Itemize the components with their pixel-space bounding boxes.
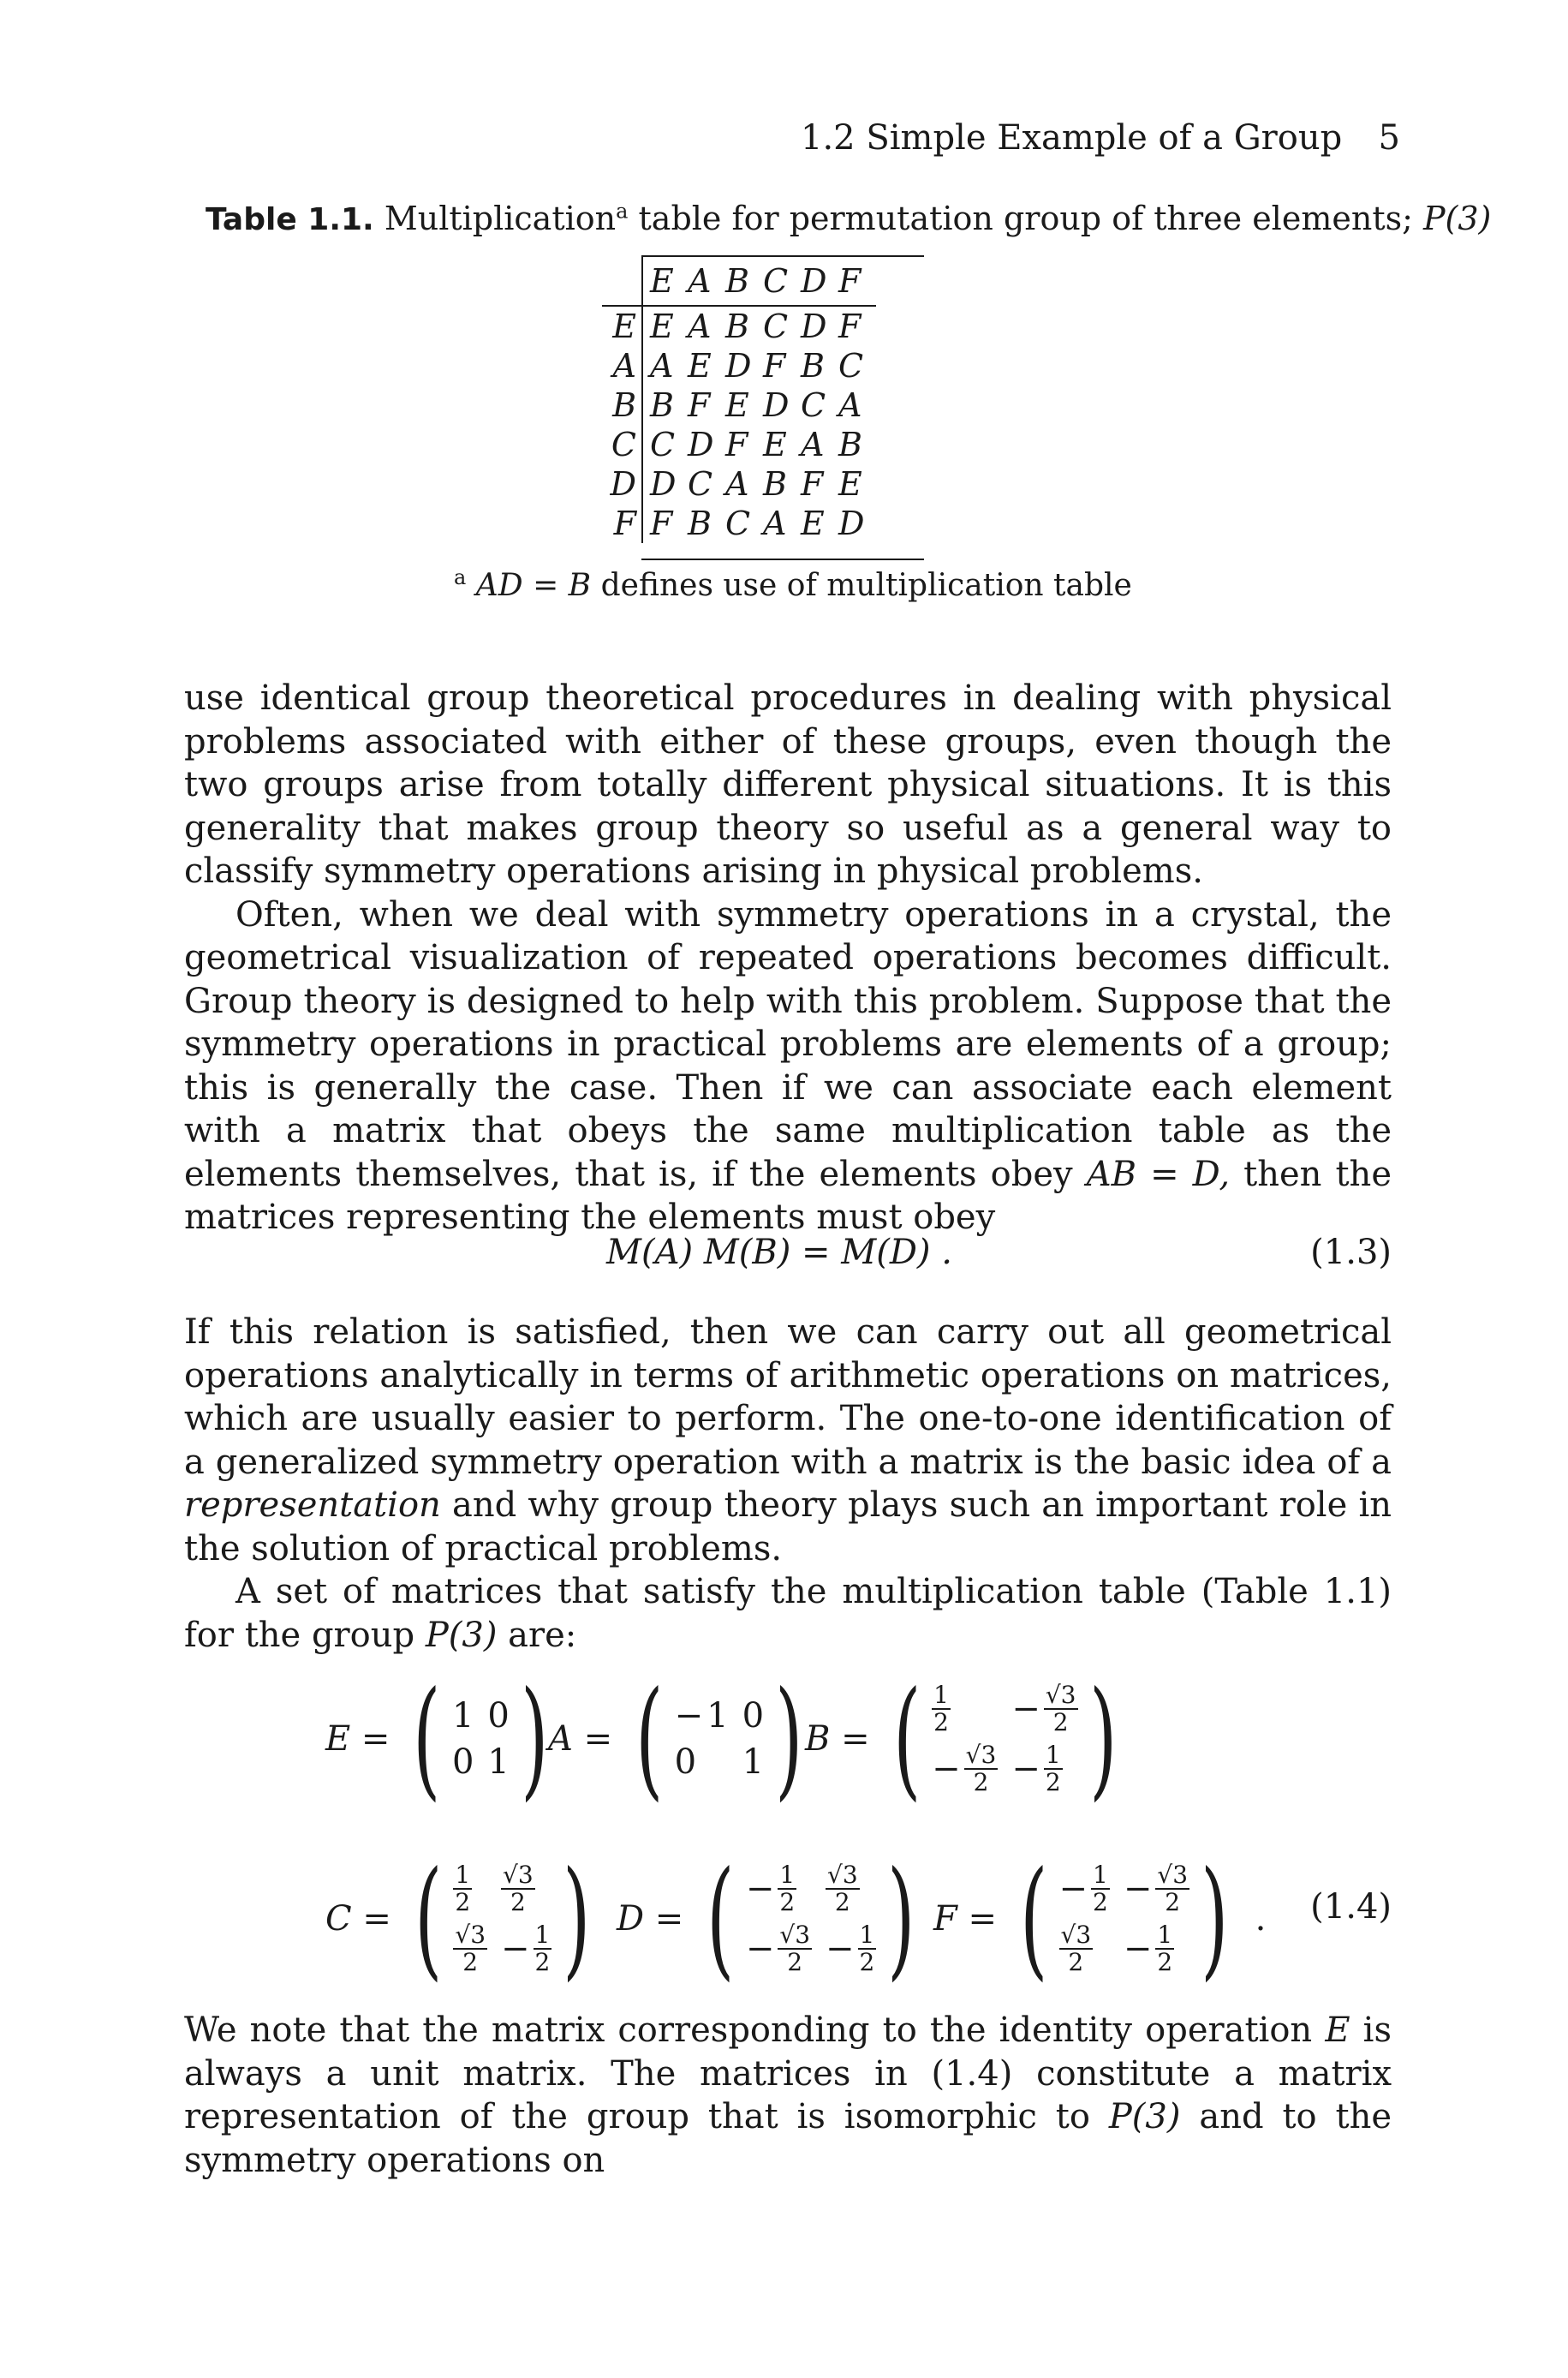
minus-sign: − xyxy=(1011,1689,1040,1729)
table-cell: B xyxy=(801,347,825,385)
table-caption-label: Table 1.1. xyxy=(206,202,374,237)
entry-value: 1 xyxy=(742,1742,765,1782)
fraction-denominator: 2 xyxy=(779,1888,796,1916)
table-footnote xyxy=(454,565,1132,606)
table-header-cell: E xyxy=(642,257,688,306)
fraction xyxy=(826,1862,860,1915)
table-header-cell: D xyxy=(801,257,838,306)
entry-value: 1 xyxy=(451,1696,474,1736)
matrix-f xyxy=(933,1844,1267,1993)
matrix-entry xyxy=(742,1696,764,1736)
table-caption-group: P(3) xyxy=(1422,200,1492,237)
fraction-numerator: 1 xyxy=(455,1861,471,1889)
fraction xyxy=(932,1682,951,1736)
equation-1-3-number: (1.3) xyxy=(1310,1233,1392,1272)
matrix-entry xyxy=(452,1696,474,1736)
fraction xyxy=(1155,1922,1174,1975)
matrix-grid xyxy=(453,1862,551,1975)
table-cell: D xyxy=(838,505,865,542)
matrix-entry xyxy=(452,1742,474,1782)
table-cell: E xyxy=(763,426,787,463)
table-corner-cell xyxy=(602,257,642,306)
table-cell: C xyxy=(725,505,751,542)
fraction-numerator: √3 xyxy=(965,1741,997,1769)
matrix-entry xyxy=(675,1696,729,1736)
table-footnote-mark: a xyxy=(454,565,467,589)
minus-sign: − xyxy=(1011,1749,1040,1789)
table-row-label: D xyxy=(602,464,642,504)
table-row-label: E xyxy=(602,306,642,346)
table-cell: B xyxy=(838,426,862,463)
table-row-label: A xyxy=(602,346,642,385)
table-cell: C xyxy=(688,465,713,503)
fraction xyxy=(1155,1862,1189,1915)
fraction-denominator: 2 xyxy=(455,1888,471,1916)
table-cell: C xyxy=(801,386,826,424)
table-header-cell: A xyxy=(688,257,725,306)
matrix-label: D = xyxy=(617,1899,684,1939)
entry-value: 0 xyxy=(674,1742,697,1782)
minus-sign: − xyxy=(1123,1869,1153,1909)
fraction-numerator: 1 xyxy=(933,1681,949,1709)
paragraph-4 xyxy=(184,1570,1392,1657)
table-footnote-formula: AD = B xyxy=(475,568,592,603)
fraction-denominator: 2 xyxy=(1068,1948,1084,1976)
paragraph-3 xyxy=(184,1311,1392,1570)
table-cell: F xyxy=(838,308,862,345)
fraction-denominator: 2 xyxy=(787,1948,803,1976)
table-header-row xyxy=(602,257,876,306)
equation-1-4-number: (1.4) xyxy=(1310,1887,1392,1927)
fraction-numerator: 1 xyxy=(859,1921,875,1949)
paragraph-4-text-end: are: xyxy=(508,1615,577,1655)
table-footnote-text: defines use of multiplication table xyxy=(600,568,1132,603)
fraction-denominator: 2 xyxy=(973,1768,989,1796)
entry-value: 1 xyxy=(706,1696,729,1736)
table-cell: D xyxy=(725,347,752,385)
fraction-numerator: 1 xyxy=(534,1921,551,1949)
matrix-entry xyxy=(1124,1862,1189,1915)
paragraph-2-formula: AB = D, xyxy=(1086,1154,1231,1194)
minus-sign: − xyxy=(501,1929,530,1969)
body-text-upper xyxy=(184,677,1392,1240)
left-paren: ( xyxy=(635,1664,664,1813)
fraction-denominator: 2 xyxy=(1052,1708,1069,1736)
matrix-entry xyxy=(1059,1922,1110,1975)
fraction xyxy=(534,1922,552,1975)
paragraph-4-group: P(3) xyxy=(425,1615,498,1655)
fraction xyxy=(453,1922,487,1975)
paragraph-3-emph: representation xyxy=(184,1485,441,1525)
table-row-label: F xyxy=(602,504,642,543)
paragraph-5-text: We note that the matrix corresponding to the identity operation xyxy=(184,2011,1313,2050)
fraction xyxy=(453,1862,472,1915)
fraction-denominator: 2 xyxy=(1157,1948,1173,1976)
fraction-numerator: √3 xyxy=(1157,1861,1189,1889)
table-cell: B xyxy=(650,386,674,424)
left-paren: ( xyxy=(414,1844,443,1993)
matrix-entry xyxy=(1011,1742,1077,1795)
paragraph-5-group: P(3) xyxy=(1108,2097,1181,2136)
paragraph-5-text-end: and to the symmetry operations on xyxy=(184,2097,1392,2180)
running-head xyxy=(801,116,1400,160)
table-header-cell: F xyxy=(838,257,876,306)
fraction-numerator: √3 xyxy=(455,1921,486,1949)
fraction-numerator: 1 xyxy=(1045,1741,1061,1769)
left-paren: ( xyxy=(1020,1844,1048,1993)
left-paren: ( xyxy=(413,1664,441,1813)
minus-sign: − xyxy=(826,1929,855,1969)
matrix-entry xyxy=(487,1696,509,1736)
matrix-d xyxy=(617,1844,927,1993)
table-header-cell: C xyxy=(763,257,801,306)
entry-value: 0 xyxy=(487,1696,510,1736)
table-cell: D xyxy=(801,308,827,345)
multiplication-table xyxy=(602,257,876,543)
fraction-numerator: 1 xyxy=(1157,1921,1173,1949)
matrix-grid xyxy=(675,1696,764,1782)
matrix-c xyxy=(325,1844,602,1993)
matrix-entry xyxy=(501,1862,551,1915)
paragraph-5-element: E xyxy=(1325,2011,1350,2050)
entry-value: 0 xyxy=(742,1696,765,1736)
fraction-numerator: 1 xyxy=(779,1861,796,1889)
matrix-label: E = xyxy=(325,1719,391,1759)
matrix-entry xyxy=(453,1922,487,1975)
minus-sign: − xyxy=(1123,1929,1153,1969)
table-cell: E xyxy=(725,386,749,424)
matrix-label: F = xyxy=(933,1899,997,1939)
fraction-numerator: √3 xyxy=(779,1921,811,1949)
fraction-numerator: √3 xyxy=(1060,1921,1092,1949)
fraction xyxy=(778,1922,812,1975)
matrix-entry xyxy=(1011,1682,1077,1736)
table-row xyxy=(602,385,876,425)
paragraph-2-text-end: then the matrices representing the elements must obey xyxy=(184,1154,1392,1237)
fraction-numerator: √3 xyxy=(1045,1681,1076,1709)
table-cell: F xyxy=(801,465,824,503)
minus-sign: − xyxy=(674,1696,704,1736)
table-row xyxy=(602,346,876,385)
fraction xyxy=(1044,1742,1063,1795)
body-text-lower xyxy=(184,2009,1392,2182)
matrix-entry xyxy=(932,1742,998,1795)
paragraph-5-text-mid: is always a unit matrix. The matrices in (1.4) constitute a matrix representation of the group that is isomorphic to xyxy=(184,2011,1392,2136)
matrix-entry xyxy=(1124,1922,1189,1975)
table-cell: E xyxy=(688,347,712,385)
right-paren: ) xyxy=(521,1664,549,1813)
table-cell: F xyxy=(688,386,711,424)
table-row-label: C xyxy=(602,425,642,464)
matrix-trailing-period: . xyxy=(1255,1899,1267,1939)
paragraph-2-text: Often, when we deal with symmetry operations in a crystal, the geometrical visualization of repeated operations becomes difficult. Group theory is designed to help with this problem. Suppose that the symmetry operations in practical problems are elements of a group; this is generally the case. Then if we can associate each element with a matrix that obeys the same multiplication table as the elements themselves, that is, if the elements obey xyxy=(184,894,1392,1194)
table-caption-text-after: table for permutation group of three elements; xyxy=(638,200,1413,237)
matrix-b xyxy=(805,1664,1128,1813)
matrix-entry xyxy=(1059,1862,1110,1915)
table-cell: E xyxy=(801,505,825,542)
fraction xyxy=(1044,1682,1078,1736)
right-paren: ) xyxy=(1201,1844,1229,1993)
right-paren: ) xyxy=(563,1844,591,1993)
table-cell: D xyxy=(650,465,677,503)
fraction-denominator: 2 xyxy=(1045,1768,1061,1796)
fraction-denominator: 2 xyxy=(510,1888,526,1916)
matrix-entry xyxy=(932,1682,998,1736)
paragraph-5 xyxy=(184,2009,1392,2182)
table-bottom-rule xyxy=(641,559,924,560)
minus-sign: − xyxy=(1058,1869,1088,1909)
table-row xyxy=(602,425,876,464)
matrix-entry xyxy=(675,1742,729,1782)
minus-sign: − xyxy=(932,1749,961,1789)
fraction-numerator: √3 xyxy=(827,1861,858,1889)
table-cell: A xyxy=(725,465,749,503)
table-cell: E xyxy=(838,465,862,503)
fraction xyxy=(501,1862,535,1915)
running-head-title: 1.2 Simple Example of a Group xyxy=(801,118,1343,158)
matrix-entry xyxy=(742,1742,764,1782)
matrix-label: A = xyxy=(548,1719,613,1759)
table-cell: B xyxy=(763,465,787,503)
page-number: 5 xyxy=(1378,118,1400,158)
matrix-entry xyxy=(453,1862,487,1915)
table-cell: C xyxy=(763,308,789,345)
table-cell: B xyxy=(725,308,749,345)
paragraph-3-text: If this relation is satisfied, then we can carry out all geometrical operations analytically in terms of arithmetic operations on matrices, which are usually easier to perform. The one-to-one identification of a generalized symmetry operation with a matrix is the basic idea of a xyxy=(184,1312,1392,1482)
table-row xyxy=(602,306,876,346)
table-caption-footnote-mark: a xyxy=(616,199,629,224)
paragraph-3-text-end: and why group theory plays such an important role in the solution of practical problems. xyxy=(184,1485,1392,1568)
body-text-middle xyxy=(184,1311,1392,1657)
table-caption-text-before: Multiplication xyxy=(384,200,617,237)
paragraph-4-text: A set of matrices that satisfy the multiplication table (Table 1.1) for the group xyxy=(184,1572,1392,1655)
right-paren: ) xyxy=(1088,1664,1117,1813)
matrix-entry xyxy=(746,1922,812,1975)
fraction xyxy=(964,1742,999,1795)
fraction xyxy=(1091,1862,1110,1915)
matrix-label: B = xyxy=(805,1719,870,1759)
matrix-label: C = xyxy=(325,1899,391,1939)
entry-value: 0 xyxy=(451,1742,474,1782)
matrix-entry xyxy=(501,1922,551,1975)
matrix-grid xyxy=(1059,1862,1190,1975)
matrix-entry xyxy=(826,1862,876,1915)
right-paren: ) xyxy=(887,1844,915,1993)
table-cell: E xyxy=(650,308,674,345)
fraction-denominator: 2 xyxy=(1165,1888,1181,1916)
matrix-grid xyxy=(932,1682,1077,1795)
table-caption xyxy=(206,197,1492,242)
right-paren: ) xyxy=(775,1664,803,1813)
matrix-e xyxy=(325,1664,559,1813)
fraction-numerator: 1 xyxy=(1093,1861,1108,1889)
fraction xyxy=(858,1922,877,1975)
minus-sign: − xyxy=(745,1869,775,1909)
table-cell: A xyxy=(688,308,712,345)
table-row xyxy=(602,464,876,504)
fraction-denominator: 2 xyxy=(933,1708,949,1736)
matrix-a xyxy=(548,1664,814,1813)
table-cell: D xyxy=(763,386,790,424)
matrix-grid xyxy=(746,1862,877,1975)
entry-value: 1 xyxy=(487,1742,510,1782)
table-cell: F xyxy=(763,347,786,385)
table-row xyxy=(602,504,876,543)
fraction-denominator: 2 xyxy=(534,1948,551,1976)
table-cell: C xyxy=(650,426,676,463)
table-cell: A xyxy=(801,426,825,463)
fraction xyxy=(778,1862,796,1915)
fraction-denominator: 2 xyxy=(462,1948,479,1976)
fraction xyxy=(1059,1922,1094,1975)
table-cell: B xyxy=(688,505,712,542)
minus-sign: − xyxy=(745,1929,775,1969)
paragraph-1: use identical group theoretical procedures in dealing with physical problems associated with either of these groups, even though the two groups arise from totally different physical situations. It is this generality that makes group theory so useful as a general way to classify symmetry operations arising in physical problems. xyxy=(184,678,1392,891)
fraction-numerator: √3 xyxy=(503,1861,534,1889)
table-cell: D xyxy=(688,426,714,463)
table-cell: A xyxy=(650,347,674,385)
fraction-denominator: 2 xyxy=(859,1948,875,1976)
left-paren: ( xyxy=(892,1664,921,1813)
table-row-label: B xyxy=(602,385,642,425)
table-cell: A xyxy=(838,386,862,424)
table-cell: F xyxy=(650,505,673,542)
matrix-entry xyxy=(746,1862,812,1915)
equation-1-3: M(A) M(B) = M(D) . xyxy=(606,1233,952,1272)
table-cell: A xyxy=(763,505,787,542)
fraction-denominator: 2 xyxy=(834,1888,850,1916)
table-cell: C xyxy=(838,347,864,385)
fraction-denominator: 2 xyxy=(1093,1888,1108,1916)
left-paren: ( xyxy=(706,1844,735,1993)
matrix-entry xyxy=(826,1922,876,1975)
matrix-entry xyxy=(487,1742,509,1782)
matrix-grid xyxy=(452,1696,510,1782)
table-header-cell: B xyxy=(725,257,763,306)
table-cell: F xyxy=(725,426,748,463)
paragraph-2 xyxy=(184,893,1392,1240)
